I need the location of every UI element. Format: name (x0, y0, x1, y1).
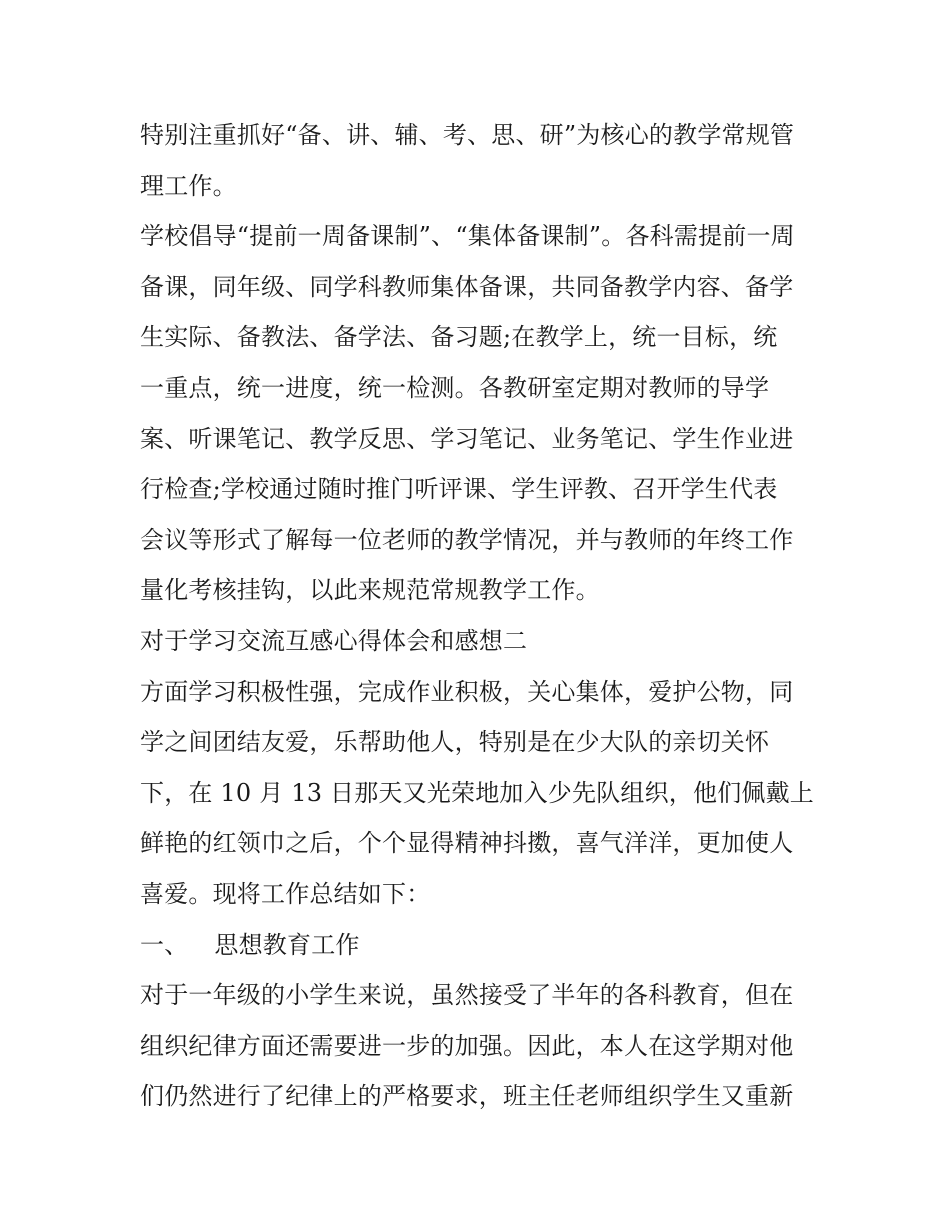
paragraph-line: 喜爱。现将工作总结如下： (140, 879, 431, 908)
document-body (140, 110, 840, 1122)
paragraph-line: 对于一年级的小学生来说，虽然接受了半年的各科教育，但在 (140, 981, 794, 1010)
subtitle-line: 对于学习交流互感心得体会和感想二 (140, 626, 528, 655)
paragraph-line: 下，在 10 月 13 日那天又光荣地加入少先队组织，他们佩戴上 (140, 778, 814, 807)
section-heading (140, 920, 840, 971)
paragraph-line: 备课，同年级、同学科教师集体备课，共同备教学内容、备学 (140, 272, 794, 301)
paragraph-line: 学校倡导“提前一周备课制”、“集体备课制”。各科需提前一周 (140, 222, 795, 251)
paragraph-line: 理工作。 (140, 171, 237, 200)
paragraph-line: 行检查;学校通过随时推门听评课、学生评教、召开学生代表 (140, 475, 778, 504)
section-heading-title: 思想教育工作 (214, 930, 360, 959)
paragraph-line: 组织纪律方面还需要进一步的加强。因此，本人在这学期对他 (140, 1031, 794, 1060)
paragraph-line: 鲜艳的红领巾之后，个个显得精神抖擞，喜气洋洋，更加使人 (140, 829, 794, 858)
paragraph-line: 方面学习积极性强，完成作业积极，关心集体，爱护公物，同 (140, 677, 794, 706)
section-heading-number: 一、 (140, 930, 189, 959)
paragraph-line: 学之间团结友爱，乐帮助他人，特别是在少大队的亲切关怀 (140, 728, 770, 757)
paragraph-line: 们仍然进行了纪律上的严格要求，班主任老师组织学生又重新 (140, 1082, 794, 1111)
paragraph-line: 生实际、备教法、备学法、备习题;在教学上，统一目标，统 (140, 323, 778, 352)
paragraph-line: 特别注重抓好“备、讲、辅、考、思、研”为核心的教学常规管 (140, 121, 795, 149)
paragraph-line: 案、听课笔记、教学反思、学习笔记、业务笔记、学生作业进 (140, 424, 794, 453)
paragraph-line: 会议等形式了解每一位老师的教学情况，并与教师的年终工作 (140, 525, 794, 554)
paragraph-line: 量化考核挂钩，以此来规范常规教学工作。 (140, 576, 600, 605)
paragraph-line: 一重点，统一进度，统一检测。各教研室定期对教师的导学 (140, 373, 770, 402)
